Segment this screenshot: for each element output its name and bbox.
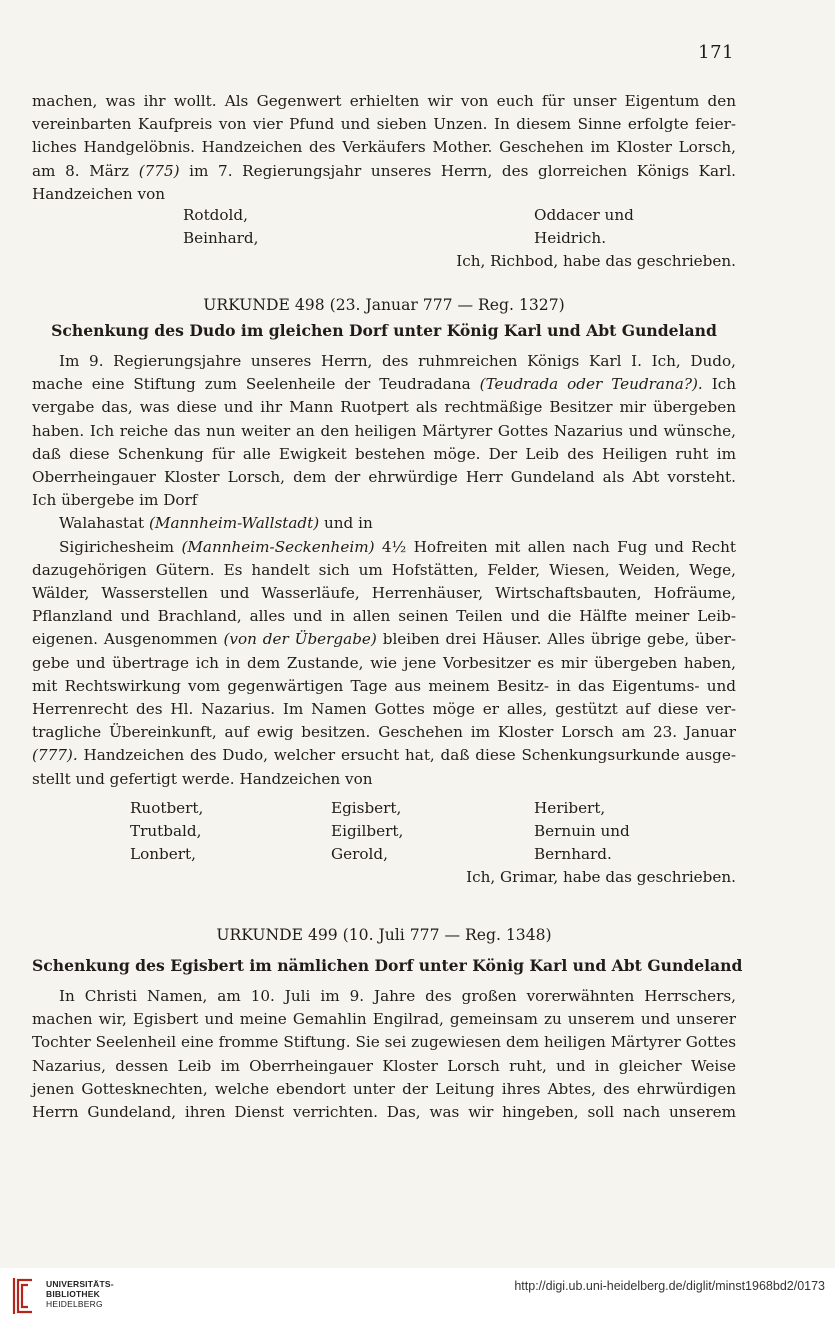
witness-name: Heribert, [534, 799, 606, 817]
text-line: Im 9. Regierungsjahre unseres Herrn, des ruhmreichen Königs Karl I. Ich, Dudo, [59, 352, 736, 370]
text-line: Walahastat (Mannheim-Wallstadt) und in [59, 514, 373, 533]
witness-name: Trutbald, [130, 822, 202, 840]
text-line: vergabe das, was diese und ihr Mann Ruotpert als rechtmäßige Besitzer mir übergeben [32, 398, 736, 417]
text-line: haben. Ich reiche das nun weiter an den heiligen Märtyrer Gottes Nazarius und wünsche, [32, 421, 736, 440]
text-line: Nazarius, dessen Leib im Oberrheingauer Kloster Lorsch ruht, und in gleicher Weise [32, 1056, 736, 1075]
document-heading: URKUNDE 499 (10. Juli 777 — Reg. 1348) [216, 926, 552, 944]
text-line: eigenen. Ausgenommen (von der Übergabe) bleiben drei Häuser. Alles übrige gebe, über- [32, 630, 736, 649]
witness-name: Egisbert, [331, 799, 402, 817]
document-title: Schenkung des Dudo im gleichen Dorf unter König Karl und Abt Gundeland [51, 321, 717, 340]
source-url-link[interactable]: http://digi.ub.uni-heidelberg.de/diglit/minst1968bd2/0173 [514, 1279, 825, 1293]
text-line: tragliche Übereinkunft, auf ewig besitzen. Geschehen im Kloster Lorsch am 23. Januar [32, 723, 736, 742]
witness-name: Heidrich. [534, 229, 607, 247]
text-line: Handzeichen von [32, 184, 166, 203]
text-line: mache eine Stiftung zum Seelenheile der Teudradana (Teudrada oder Teudrana?). Ich [32, 375, 736, 394]
text-line: dazugehörigen Gütern. Es handelt sich um Hofstätten, Felder, Wiesen, Weiden, Wege, [32, 560, 736, 579]
text-line: daß diese Schenkung für alle Ewigkeit bestehen möge. Der Leib des Heiligen ruht im [32, 444, 736, 463]
library-name: UNIVERSITÄTS- BIBLIOTHEK HEIDELBERG [46, 1279, 114, 1309]
witness-name: Beinhard, [183, 229, 259, 247]
witness-name: Eigilbert, [331, 822, 404, 840]
urkunde-499-body [32, 985, 736, 1124]
witness-name: Rotdold, [183, 206, 248, 224]
text-line: am 8. März (775) im 7. Regierungsjahr unseres Herrn, des glorreichen Königs Karl. [32, 161, 737, 180]
text-line: In Christi Namen, am 10. Juli im 9. Jahre des großen vorerwähnten Herrschers, [59, 987, 736, 1005]
text-line: mit Rechtswirkung vom gegenwärtigen Tage aus meinem Besitz- in das Eigentums- und [32, 676, 736, 695]
witness-name: Oddacer und [534, 206, 634, 224]
text-line: Oberrheingauer Kloster Lorsch, dem der ehrwürdige Herr Gundeland als Abt vorsteht. [32, 468, 736, 487]
text-line: Pflanzland und Brachland, alles und in allen seinen Teilen und die Hälfte meiner Leib- [32, 607, 736, 626]
text-line: vereinbarten Kaufpreis von vier Pfund und sieben Unzen. In diesem Sinne erfolgte feier- [32, 115, 736, 134]
text-line: machen, was ihr wollt. Als Gegenwert erhielten wir von euch für unser Eigentum den [32, 92, 736, 110]
witness-name: Bernuin und [534, 822, 630, 840]
witness-name: Ruotbert, [130, 799, 204, 817]
text-line: Wälder, Wasserstellen und Wasserläufe, Herrenhäuser, Wirtschaftsbauten, Hofräume, [32, 584, 736, 603]
text-line: liches Handgelöbnis. Handzeichen des Verkäufers Mother. Geschehen im Kloster Lorsch, [32, 138, 736, 157]
text-line: Tochter Seelenheil eine fromme Stiftung. Sie sei zugewiesen dem heiligen Märtyrer Gottes [32, 1033, 736, 1052]
text-line: Herrn Gundeland, ihren Dienst verrichten. Das, was wir hingeben, soll nach unserem [32, 1103, 736, 1122]
scribe-signature: Ich, Richbod, habe das geschrieben. [456, 252, 736, 270]
witness-name: Lonbert, [130, 845, 196, 863]
library-logo-icon [10, 1276, 38, 1316]
text-line: jenen Gottesknechten, welche ebendort unter der Leitung ihres Abtes, des ehrwürdigen [32, 1079, 736, 1098]
witness-name: Bernhard. [534, 845, 612, 863]
intro-paragraph [32, 90, 736, 206]
document-heading: URKUNDE 498 (23. Januar 777 — Reg. 1327) [203, 296, 565, 314]
text-line: machen wir, Egisbert und meine Gemahlin Engilrad, gemeinsam zu unserem und unserer [32, 1010, 736, 1029]
urkunde-498-body [32, 350, 736, 791]
page-number: 171 [698, 42, 734, 63]
text-line: (777). Handzeichen des Dudo, welcher ersucht hat, daß diese Schenkungsurkunde ausge- [32, 746, 736, 765]
text-line: gebe und übertrage ich in dem Zustande, wie jene Vorbesitzer es mir übergeben haben, [32, 653, 736, 672]
text-line: Ich übergebe im Dorf [32, 491, 198, 510]
document-title: Schenkung des Egisbert im nämlichen Dorf unter König Karl und Abt Gundeland [32, 956, 743, 975]
text-line: Herrenrecht des Hl. Nazarius. Im Namen Gottes möge er alles, gestützt auf diese ver- [32, 700, 736, 719]
text-line: stellt und gefertigt werde. Handzeichen von [32, 769, 373, 788]
scribe-signature: Ich, Grimar, habe das geschrieben. [466, 868, 736, 886]
footer-bar [0, 1268, 835, 1325]
text-line: Sigirichesheim (Mannheim-Seckenheim) 4½ Hofreiten mit allen nach Fug und Recht [59, 537, 737, 556]
witness-name: Gerold, [331, 845, 388, 863]
